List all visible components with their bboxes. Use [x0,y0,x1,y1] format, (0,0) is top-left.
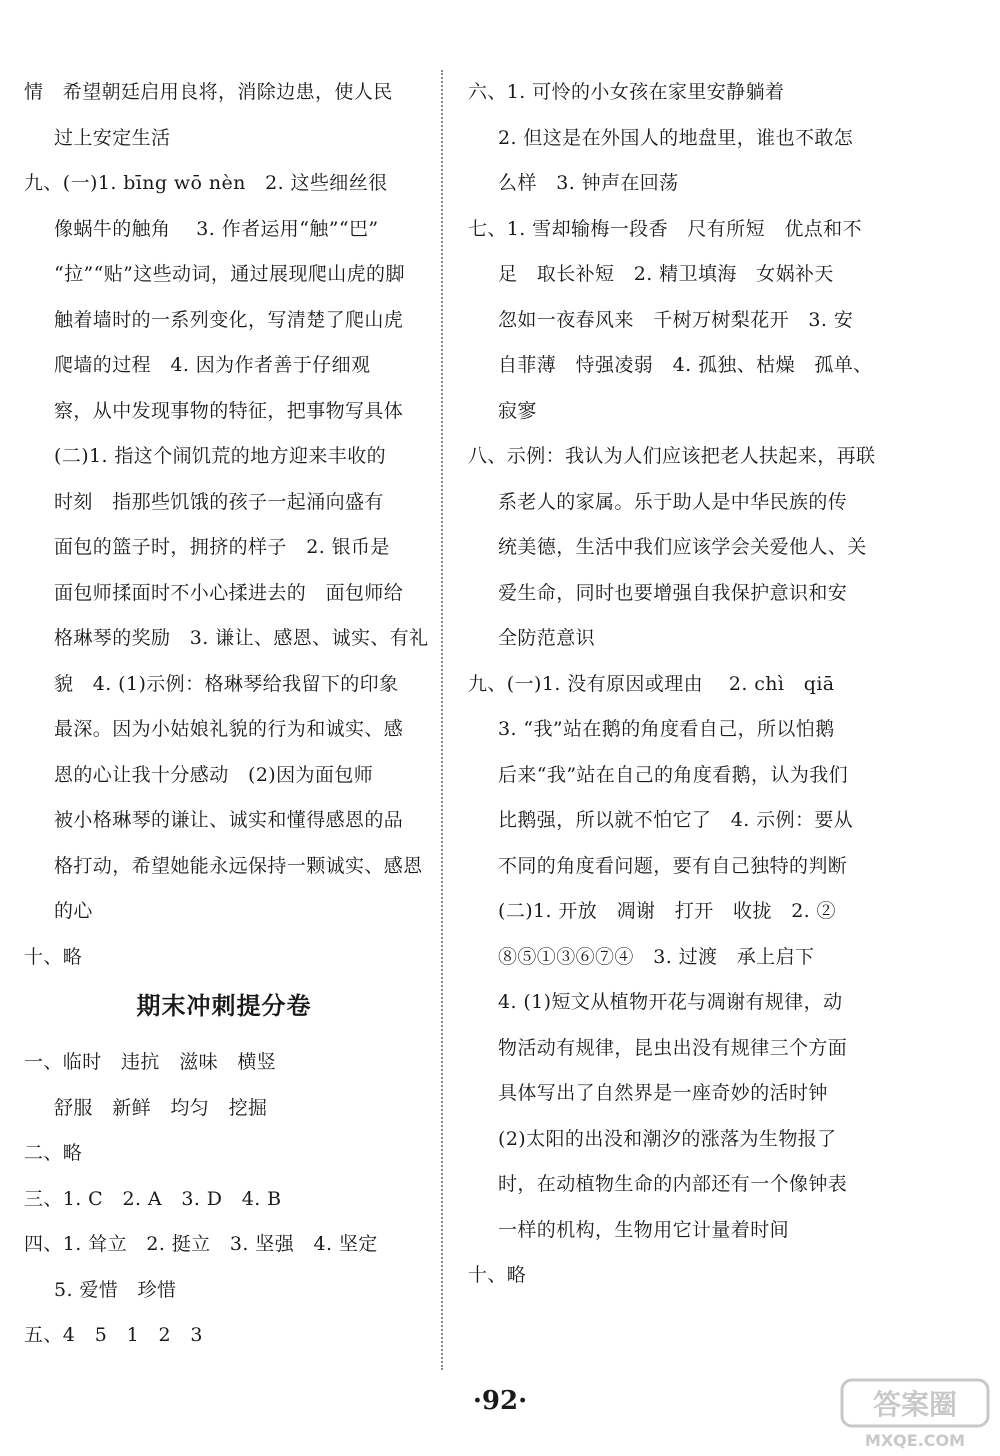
page-number: ·92· [472,1386,528,1416]
answer-line: (二)1. 指这个闹饥荒的地方迎来丰收的 [54,445,386,467]
right-column [468,70,968,1299]
answer-line: 自菲薄 恃强凌弱 4. 孤独、枯燥 孤单、 [498,354,873,376]
answer-line: 六、1. 可怜的小女孩在家里安静躺着 [468,81,785,103]
watermark-logo-text: 答案圈 [872,1388,958,1421]
answer-line: 统美德，生活中我们应该学会关爱他人、关 [498,536,867,558]
answer-line: 过上安定生活 [54,126,171,149]
answer-line: 全防范意识 [498,627,596,649]
answer-line: 触着墙时的一系列变化，写清楚了爬山虎 [54,308,404,331]
answer-line: 格打动，希望她能永远保持一颗诚实、感恩 [54,854,423,877]
answer-line: 3. “我”站在鹅的角度看自己，所以怕鹅 [498,718,835,740]
answer-line: 具体写出了自然界是一座奇妙的活时钟 [498,1082,828,1104]
answer-line: 爱生命，同时也要增强自我保护意识和安 [498,581,848,604]
column-divider [441,70,443,1370]
answer-line: 爬墙的过程 4. 因为作者善于仔细观 [54,354,371,376]
answer-line: 时刻 指那些饥饿的孩子一起涌向盛有 [54,490,384,513]
answer-line: 面包的篮子时，拥挤的样子 2. 银币是 [54,536,390,558]
answer-line: 寂寥 [498,399,537,422]
answer-line: 比鹅强，所以就不怕它了 4. 示例：要从 [498,809,854,831]
answer-line: 4. (1)短文从植物开花与凋谢有规律，动 [498,991,843,1013]
answer-line: 貌 4. (1)示例：格琳琴给我留下的印象 [54,672,399,695]
answer-line: 三、1. C 2. A 3. D 4. B [24,1187,282,1210]
answer-line: 面包师揉面时不小心揉进去的 面包师给 [54,581,404,604]
answer-line: 恩的心让我十分感动 (2)因为面包师 [54,763,374,786]
answer-line: 一、临时 违抗 滋味 横竖 [24,1051,277,1073]
answer-line: “拉”“贴”这些动词，通过展现爬山虎的脚 [54,263,405,285]
answer-line: 一样的机构，生物用它计量着时间 [498,1218,790,1241]
answer-line: 被小格琳琴的谦让、诚实和懂得感恩的品 [54,809,404,831]
answer-line: (2)太阳的出没和潮汐的涨落为生物报了 [498,1127,837,1150]
answer-line: 四、1. 耸立 2. 挺立 3. 坚强 4. 坚定 [24,1233,378,1255]
answer-line: 时，在动植物生命的内部还有一个像钟表 [498,1173,848,1195]
answer-line: 八、示例：我认为人们应该把老人扶起来，再联 [468,445,876,467]
answer-line: 察，从中发现事物的特征，把事物写具体 [54,399,404,422]
answer-line: ⑧⑤①③⑥⑦④ 3. 过渡 承上启下 [498,945,815,968]
answer-line: 格琳琴的奖励 3. 谦让、感恩、诚实、有礼 [54,627,429,649]
answer-line-pinyin: 九、(一)1. bīng wō nèn 2. 这些细丝很 [24,172,388,194]
answer-line: 忽如一夜春风来 千树万树梨花开 3. 安 [498,308,854,331]
answer-line: 2. 但这是在外国人的地盘里，谁也不敢怎 [498,126,854,149]
answer-line: 最深。因为小姑娘礼貌的行为和诚实、感 [54,718,404,740]
answer-line: 么样 3. 钟声在回荡 [498,172,679,194]
answer-line: 不同的角度看问题，要有自己独特的判断 [498,854,848,877]
watermark-logo [840,1376,990,1452]
answer-line: 十、略 [468,1264,527,1286]
answer-line: 物活动有规律，昆虫出没有规律三个方面 [498,1036,848,1059]
answer-line: 五、4 5 1 2 3 [24,1324,203,1346]
answer-line: 情 希望朝廷启用良将，消除边患，使人民 [24,81,393,103]
answer-line: 后来“我”站在自己的角度看鹅，认为我们 [498,763,849,786]
answer-line: 像蜗牛的触角 3. 作者运用“触”“巴” [54,217,379,240]
answer-line: 足 取长补短 2. 精卫填海 女娲补天 [498,263,834,285]
answer-line: 二、略 [24,1142,83,1164]
watermark-url-text: MXQE.COM [864,1431,966,1450]
answer-line: 十、略 [24,945,83,968]
left-column [24,70,429,1359]
section-title: 期末冲刺提分卷 [136,992,312,1020]
answer-line: 的心 [54,900,93,922]
answer-line-pinyin: 九、(一)1. 没有原因或理由 2. chì qiā [468,672,835,695]
answer-line: (二)1. 开放 凋谢 打开 收拢 2. ② [498,900,836,922]
answer-line: 舒服 新鲜 均匀 挖掘 [54,1096,268,1119]
answer-line: 系老人的家属。乐于助人是中华民族的传 [498,490,848,513]
answer-line: 5. 爱惜 珍惜 [54,1278,177,1301]
answer-line: 七、1. 雪却输梅一段香 尺有所短 优点和不 [468,217,862,240]
